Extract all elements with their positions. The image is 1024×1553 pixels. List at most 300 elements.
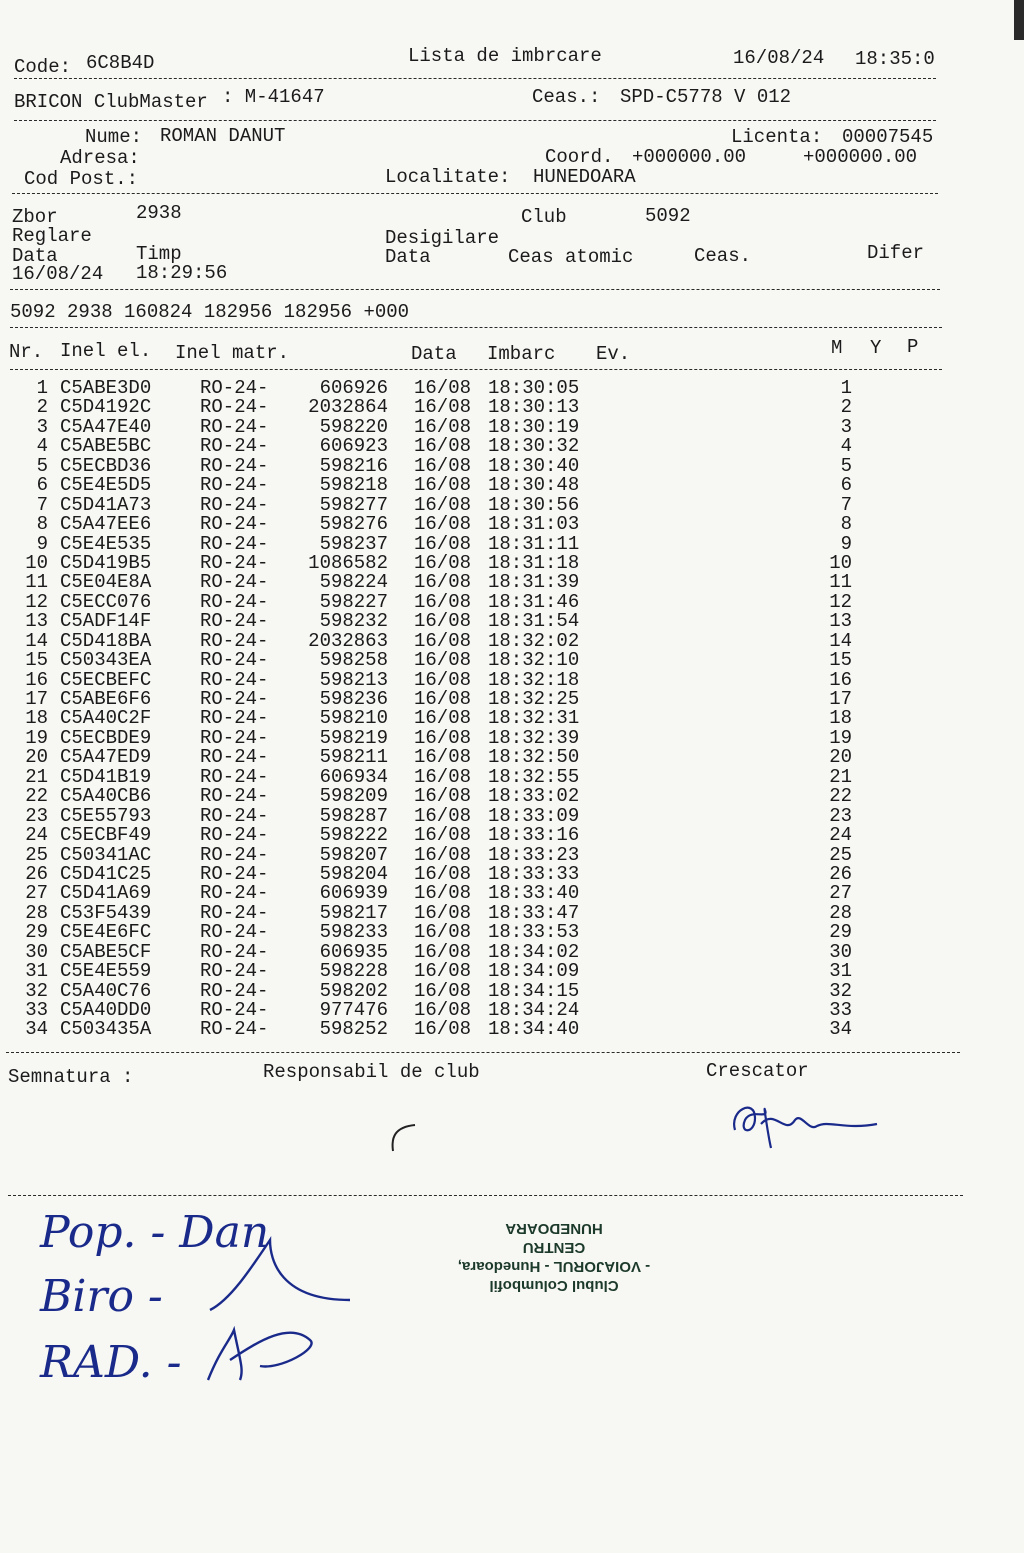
row-number: 20 bbox=[25, 746, 48, 769]
m-count: 34 bbox=[829, 1018, 852, 1041]
ring-number: 598216 bbox=[319, 454, 388, 477]
m-count: 12 bbox=[829, 590, 852, 613]
electronic-ring: C5D4192C bbox=[60, 396, 152, 419]
m-count: 6 bbox=[840, 474, 852, 497]
basket-time: 18:34:09 bbox=[488, 960, 580, 983]
row-number: 2 bbox=[36, 396, 48, 419]
electronic-ring: C5A40DD0 bbox=[60, 999, 152, 1021]
basket-time: 18:34:40 bbox=[488, 1018, 580, 1041]
row-number: 12 bbox=[25, 590, 48, 613]
ring-prefix: RO-24- bbox=[200, 377, 269, 399]
ring-number: 2032864 bbox=[308, 396, 388, 419]
m-count: 16 bbox=[829, 668, 852, 691]
basket-date: 16/08 bbox=[414, 377, 472, 399]
table-row bbox=[0, 476, 900, 495]
electronic-ring: C5ADF14F bbox=[60, 610, 152, 633]
club-label: Club bbox=[521, 206, 567, 228]
ring-prefix: RO-24- bbox=[200, 901, 269, 924]
ring-number: 606935 bbox=[319, 940, 388, 963]
program-id: : M-41647 bbox=[222, 86, 325, 108]
ring-prefix: RO-24- bbox=[200, 940, 269, 963]
ring-prefix: RO-24- bbox=[200, 454, 269, 477]
ring-prefix: RO-24- bbox=[200, 688, 269, 710]
basket-time: 18:30:32 bbox=[488, 435, 580, 458]
electronic-ring: C5D418BA bbox=[60, 629, 152, 652]
table-row bbox=[0, 398, 900, 417]
m-count: 15 bbox=[829, 649, 852, 672]
ring-number: 598207 bbox=[319, 843, 388, 866]
basket-time: 18:33:16 bbox=[488, 824, 580, 847]
electronic-ring: C5A47E40 bbox=[60, 415, 152, 438]
electronic-ring: C5D419B5 bbox=[60, 551, 152, 574]
license-label: Licenta: bbox=[731, 126, 823, 148]
m-count: 27 bbox=[829, 882, 852, 905]
m-count: 10 bbox=[829, 551, 852, 574]
basket-date: 16/08 bbox=[414, 862, 472, 885]
ring-number: 598252 bbox=[319, 1018, 388, 1041]
ring-number: 598222 bbox=[319, 824, 388, 847]
ring-number: 598276 bbox=[319, 513, 388, 536]
ring-number: 598218 bbox=[319, 474, 388, 497]
row-number: 18 bbox=[25, 707, 48, 730]
divider bbox=[10, 289, 940, 290]
table-row bbox=[0, 1020, 900, 1039]
m-count: 18 bbox=[829, 707, 852, 730]
ring-number: 598210 bbox=[319, 707, 388, 730]
basket-time: 18:33:23 bbox=[488, 843, 580, 866]
club-responsible-label: Responsabil de club bbox=[263, 1061, 480, 1083]
basket-time: 18:31:11 bbox=[488, 532, 580, 555]
basket-time: 18:31:18 bbox=[488, 551, 580, 574]
m-count: 26 bbox=[829, 862, 852, 885]
basketing-table bbox=[0, 379, 900, 1040]
basket-date: 16/08 bbox=[414, 921, 472, 944]
ring-number: 598237 bbox=[319, 532, 388, 555]
table-row bbox=[0, 923, 900, 942]
ring-number: 606939 bbox=[319, 882, 388, 905]
basket-time: 18:32:50 bbox=[488, 746, 580, 769]
ring-number: 598227 bbox=[319, 590, 388, 613]
electronic-ring: C5ABE6F6 bbox=[60, 688, 152, 710]
ring-number: 598233 bbox=[319, 921, 388, 944]
row-number: 33 bbox=[25, 999, 48, 1021]
clock-id: SPD-C5778 V 012 bbox=[620, 86, 792, 108]
m-count: 22 bbox=[829, 785, 852, 808]
club-signature-mark bbox=[385, 1115, 425, 1155]
basket-date: 16/08 bbox=[414, 707, 472, 730]
m-count: 25 bbox=[829, 843, 852, 866]
m-count: 21 bbox=[829, 765, 852, 788]
ring-prefix: RO-24- bbox=[200, 629, 269, 652]
basket-date: 16/08 bbox=[414, 882, 472, 905]
breeder-signature bbox=[725, 1090, 885, 1160]
m-count: 1 bbox=[840, 377, 852, 399]
basket-time: 18:30:56 bbox=[488, 493, 580, 516]
row-number: 15 bbox=[25, 649, 48, 672]
basket-time: 18:30:19 bbox=[488, 415, 580, 438]
basket-date: 16/08 bbox=[414, 454, 472, 477]
page-edge-mark bbox=[1014, 0, 1024, 40]
row-number: 32 bbox=[25, 979, 48, 1002]
m-count: 2 bbox=[840, 396, 852, 419]
m-count: 33 bbox=[829, 999, 852, 1021]
row-number: 9 bbox=[36, 532, 48, 555]
ring-prefix: RO-24- bbox=[200, 707, 269, 730]
ring-prefix: RO-24- bbox=[200, 804, 269, 827]
table-row bbox=[0, 962, 900, 981]
basket-time: 18:33:33 bbox=[488, 862, 580, 885]
ring-prefix: RO-24- bbox=[200, 726, 269, 749]
basket-date: 16/08 bbox=[414, 668, 472, 691]
row-number: 1 bbox=[36, 377, 48, 399]
breeder-label: Crescator bbox=[706, 1060, 809, 1082]
ring-number: 598209 bbox=[319, 785, 388, 808]
row-number: 21 bbox=[25, 765, 48, 788]
ring-prefix: RO-24- bbox=[200, 824, 269, 847]
electronic-ring: C5E55793 bbox=[60, 804, 152, 827]
basket-time: 18:33:53 bbox=[488, 921, 580, 944]
atomic-clock-label: Ceas atomic bbox=[508, 246, 634, 268]
row-number: 11 bbox=[25, 571, 48, 594]
basket-time: 18:34:24 bbox=[488, 999, 580, 1021]
basket-date: 16/08 bbox=[414, 1018, 472, 1041]
table-row bbox=[0, 787, 900, 806]
row-number: 28 bbox=[25, 901, 48, 924]
ring-prefix: RO-24- bbox=[200, 649, 269, 672]
basket-date: 16/08 bbox=[414, 532, 472, 555]
ring-number: 2032863 bbox=[308, 629, 388, 652]
table-row bbox=[0, 612, 900, 631]
electronic-ring: C5ABE3D0 bbox=[60, 377, 152, 399]
set-date-label: Data bbox=[12, 245, 58, 267]
basket-time: 18:31:39 bbox=[488, 571, 580, 594]
ring-prefix: RO-24- bbox=[200, 493, 269, 516]
table-row bbox=[0, 651, 900, 670]
electronic-ring: C5D41A69 bbox=[60, 882, 152, 905]
m-count: 5 bbox=[840, 454, 852, 477]
electronic-ring: C5ECBDE9 bbox=[60, 726, 152, 749]
basket-time: 18:30:05 bbox=[488, 377, 580, 399]
ring-number: 598204 bbox=[319, 862, 388, 885]
table-row bbox=[0, 573, 900, 592]
row-number: 13 bbox=[25, 610, 48, 633]
m-count: 11 bbox=[829, 571, 852, 594]
electronic-ring: C53F5439 bbox=[60, 901, 152, 924]
ring-number: 598277 bbox=[319, 493, 388, 516]
electronic-ring: C5A40CB6 bbox=[60, 785, 152, 808]
ring-prefix: RO-24- bbox=[200, 785, 269, 808]
row-number: 17 bbox=[25, 688, 48, 710]
basket-date: 16/08 bbox=[414, 571, 472, 594]
electronic-ring: C5E4E6FC bbox=[60, 921, 152, 944]
divider bbox=[10, 369, 942, 370]
set-time-label: Timp bbox=[136, 243, 182, 265]
m-count: 3 bbox=[840, 415, 852, 438]
ring-prefix: RO-24- bbox=[200, 765, 269, 788]
basket-date: 16/08 bbox=[414, 746, 472, 769]
m-count: 23 bbox=[829, 804, 852, 827]
basket-time: 18:33:09 bbox=[488, 804, 580, 827]
ring-number: 598232 bbox=[319, 610, 388, 633]
ring-number: 598219 bbox=[319, 726, 388, 749]
ring-number: 606923 bbox=[319, 435, 388, 458]
m-count: 13 bbox=[829, 610, 852, 633]
header-time: 18:35:0 bbox=[855, 48, 935, 70]
basket-time: 18:31:03 bbox=[488, 513, 580, 536]
electronic-ring: C5ABE5BC bbox=[60, 435, 152, 458]
ring-prefix: RO-24- bbox=[200, 532, 269, 555]
stamp-line-2: - VOIAJORUL - Hunedoara, bbox=[457, 1258, 651, 1275]
header-date: 16/08/24 bbox=[733, 47, 825, 69]
ring-prefix: RO-24- bbox=[200, 610, 269, 633]
electronic-ring: C5ECBF49 bbox=[60, 824, 152, 847]
address-label: Adresa: bbox=[60, 147, 140, 169]
club-stamp bbox=[436, 1195, 672, 1295]
handwritten-biro: Biro - bbox=[40, 1271, 163, 1322]
col-nr: Nr. bbox=[9, 341, 44, 363]
basket-date: 16/08 bbox=[414, 901, 472, 924]
divider bbox=[14, 120, 936, 121]
row-number: 8 bbox=[36, 513, 48, 536]
stamp-line-1: Clubul Columbofil bbox=[489, 1277, 619, 1294]
col-m: M bbox=[831, 337, 843, 359]
electronic-ring: C5ECC076 bbox=[60, 590, 152, 613]
m-count: 30 bbox=[829, 940, 852, 963]
col-y: Y bbox=[870, 337, 882, 359]
handwritten-pop: Pop. - Dan bbox=[40, 1207, 270, 1258]
electronic-ring: C5A40C2F bbox=[60, 707, 152, 730]
basket-time: 18:33:40 bbox=[488, 882, 580, 905]
setting-label: Reglare bbox=[12, 225, 92, 247]
basket-date: 16/08 bbox=[414, 726, 472, 749]
basket-date: 16/08 bbox=[414, 824, 472, 847]
basket-time: 18:30:13 bbox=[488, 396, 580, 419]
electronic-ring: C50341AC bbox=[60, 843, 152, 866]
row-number: 5 bbox=[36, 454, 48, 477]
m-count: 7 bbox=[840, 493, 852, 516]
ring-prefix: RO-24- bbox=[200, 746, 269, 769]
basket-time: 18:30:48 bbox=[488, 474, 580, 497]
row-number: 27 bbox=[25, 882, 48, 905]
ring-prefix: RO-24- bbox=[200, 882, 269, 905]
flight-value: 2938 bbox=[136, 202, 182, 224]
ring-prefix: RO-24- bbox=[200, 551, 269, 574]
basket-time: 18:31:54 bbox=[488, 610, 580, 633]
m-count: 20 bbox=[829, 746, 852, 769]
basket-date: 16/08 bbox=[414, 435, 472, 458]
table-row bbox=[0, 709, 900, 728]
basket-time: 18:32:25 bbox=[488, 688, 580, 710]
electronic-ring: C5A47EE6 bbox=[60, 513, 152, 536]
ring-number: 598224 bbox=[319, 571, 388, 594]
ring-number: 977476 bbox=[319, 999, 388, 1021]
electronic-ring: C5A47ED9 bbox=[60, 746, 152, 769]
electronic-ring: C5ECBEFC bbox=[60, 668, 152, 691]
basket-date: 16/08 bbox=[414, 610, 472, 633]
ring-number: 598213 bbox=[319, 668, 388, 691]
electronic-ring: C5ECBD36 bbox=[60, 454, 152, 477]
basket-time: 18:32:02 bbox=[488, 629, 580, 652]
m-count: 17 bbox=[829, 688, 852, 710]
electronic-ring: C5E4E559 bbox=[60, 960, 152, 983]
set-date: 16/08/24 bbox=[12, 263, 104, 285]
basket-date: 16/08 bbox=[414, 979, 472, 1002]
electronic-ring: C50343EA bbox=[60, 649, 152, 672]
ring-number: 606934 bbox=[319, 765, 388, 788]
summary-line: 5092 2938 160824 182956 182956 +000 bbox=[10, 301, 410, 323]
basket-time: 18:32:55 bbox=[488, 765, 580, 788]
ring-prefix: RO-24- bbox=[200, 435, 269, 458]
m-count: 24 bbox=[829, 824, 852, 847]
basket-date: 16/08 bbox=[414, 493, 472, 516]
basket-date: 16/08 bbox=[414, 474, 472, 497]
basket-date: 16/08 bbox=[414, 415, 472, 438]
stamp-line-4: HUNEDOARA bbox=[505, 1220, 603, 1237]
row-number: 3 bbox=[36, 415, 48, 438]
basket-date: 16/08 bbox=[414, 629, 472, 652]
set-time: 18:29:56 bbox=[136, 262, 228, 284]
ring-number: 598202 bbox=[319, 979, 388, 1002]
unseal-date-label: Data bbox=[385, 246, 431, 268]
locality-label: Localitate: bbox=[385, 166, 511, 188]
document-title: Lista de imbrcare bbox=[408, 45, 602, 67]
row-number: 10 bbox=[25, 551, 48, 574]
ring-number: 598236 bbox=[319, 688, 388, 710]
basket-time: 18:31:46 bbox=[488, 590, 580, 613]
electronic-ring: C5A40C76 bbox=[60, 979, 152, 1002]
unseal-label: Desigilare bbox=[385, 227, 500, 249]
m-count: 8 bbox=[840, 513, 852, 536]
ring-prefix: RO-24- bbox=[200, 862, 269, 885]
basket-time: 18:32:39 bbox=[488, 726, 580, 749]
row-number: 6 bbox=[36, 474, 48, 497]
basket-date: 16/08 bbox=[414, 765, 472, 788]
flight-label: Zbor bbox=[12, 206, 58, 228]
table-row bbox=[0, 748, 900, 767]
coord-x: +000000.00 bbox=[632, 146, 747, 168]
clock-col-label: Ceas. bbox=[694, 245, 752, 267]
code-value: 6C8B4D bbox=[86, 52, 155, 74]
electronic-ring: C5ABE5CF bbox=[60, 940, 152, 963]
basket-time: 18:33:02 bbox=[488, 785, 580, 808]
divider bbox=[10, 327, 942, 328]
basket-date: 16/08 bbox=[414, 804, 472, 827]
row-number: 26 bbox=[25, 862, 48, 885]
m-count: 31 bbox=[829, 960, 852, 983]
basket-time: 18:33:47 bbox=[488, 901, 580, 924]
col-ev: Ev. bbox=[596, 343, 631, 365]
ring-prefix: RO-24- bbox=[200, 921, 269, 944]
ring-prefix: RO-24- bbox=[200, 415, 269, 438]
ring-number: 598217 bbox=[319, 901, 388, 924]
name-label: Nume: bbox=[85, 126, 143, 148]
electronic-ring: C5D41C25 bbox=[60, 862, 152, 885]
handwritten-rad: RAD. - bbox=[40, 1337, 182, 1388]
table-row bbox=[0, 884, 900, 903]
ring-prefix: RO-24- bbox=[200, 474, 269, 497]
ring-prefix: RO-24- bbox=[200, 571, 269, 594]
ring-prefix: RO-24- bbox=[200, 843, 269, 866]
m-count: 19 bbox=[829, 726, 852, 749]
basket-time: 18:30:40 bbox=[488, 454, 580, 477]
basket-time: 18:34:02 bbox=[488, 940, 580, 963]
divider bbox=[6, 1052, 960, 1053]
locality-value: HUNEDOARA bbox=[533, 166, 636, 188]
m-count: 9 bbox=[840, 532, 852, 555]
ring-number: 606926 bbox=[319, 377, 388, 399]
divider bbox=[12, 193, 938, 194]
code-label: Code: bbox=[14, 56, 72, 78]
ring-number: 598220 bbox=[319, 415, 388, 438]
ring-number: 1086582 bbox=[308, 551, 388, 574]
ring-number: 598287 bbox=[319, 804, 388, 827]
ring-prefix: RO-24- bbox=[200, 999, 269, 1021]
basket-date: 16/08 bbox=[414, 649, 472, 672]
ring-prefix: RO-24- bbox=[200, 396, 269, 419]
clock-label: Ceas.: bbox=[532, 86, 601, 108]
ring-prefix: RO-24- bbox=[200, 960, 269, 983]
col-ring-el: Inel el. bbox=[60, 340, 152, 362]
ring-prefix: RO-24- bbox=[200, 513, 269, 536]
basket-date: 16/08 bbox=[414, 688, 472, 710]
basket-date: 16/08 bbox=[414, 940, 472, 963]
basket-date: 16/08 bbox=[414, 843, 472, 866]
row-number: 22 bbox=[25, 785, 48, 808]
ring-prefix: RO-24- bbox=[200, 1018, 269, 1041]
ring-number: 598228 bbox=[319, 960, 388, 983]
basket-date: 16/08 bbox=[414, 960, 472, 983]
basket-date: 16/08 bbox=[414, 590, 472, 613]
table-row bbox=[0, 515, 900, 534]
col-basket: Imbarc bbox=[487, 343, 556, 365]
club-value: 5092 bbox=[645, 205, 691, 227]
row-number: 30 bbox=[25, 940, 48, 963]
owner-name: ROMAN DANUT bbox=[160, 125, 286, 147]
row-number: 16 bbox=[25, 668, 48, 691]
row-number: 24 bbox=[25, 824, 48, 847]
basket-time: 18:32:31 bbox=[488, 707, 580, 730]
stamp-line-3: CENTRU bbox=[522, 1239, 586, 1256]
diff-label: Difer bbox=[867, 242, 925, 264]
col-ring-matr: Inel matr. bbox=[175, 342, 290, 364]
col-date: Data bbox=[411, 343, 457, 365]
row-number: 29 bbox=[25, 921, 48, 944]
signature-label: Semnatura : bbox=[8, 1066, 134, 1088]
row-number: 34 bbox=[25, 1018, 48, 1041]
electronic-ring: C5E4E535 bbox=[60, 532, 152, 555]
row-number: 25 bbox=[25, 843, 48, 866]
basket-time: 18:34:15 bbox=[488, 979, 580, 1002]
electronic-ring: C5D41B19 bbox=[60, 765, 152, 788]
ring-prefix: RO-24- bbox=[200, 590, 269, 613]
row-number: 14 bbox=[25, 629, 48, 652]
m-count: 4 bbox=[840, 435, 852, 458]
table-row bbox=[0, 826, 900, 845]
row-number: 4 bbox=[36, 435, 48, 458]
row-number: 31 bbox=[25, 960, 48, 983]
ring-number: 598211 bbox=[319, 746, 388, 769]
row-number: 19 bbox=[25, 726, 48, 749]
electronic-ring: C5D41A73 bbox=[60, 493, 152, 516]
basket-time: 18:32:10 bbox=[488, 649, 580, 672]
coord-label: Coord. bbox=[545, 146, 614, 168]
table-row bbox=[0, 437, 900, 456]
row-number: 23 bbox=[25, 804, 48, 827]
coord-y: +000000.00 bbox=[803, 146, 918, 168]
basket-date: 16/08 bbox=[414, 999, 472, 1021]
postcode-label: Cod Post.: bbox=[24, 168, 139, 190]
basket-date: 16/08 bbox=[414, 396, 472, 419]
